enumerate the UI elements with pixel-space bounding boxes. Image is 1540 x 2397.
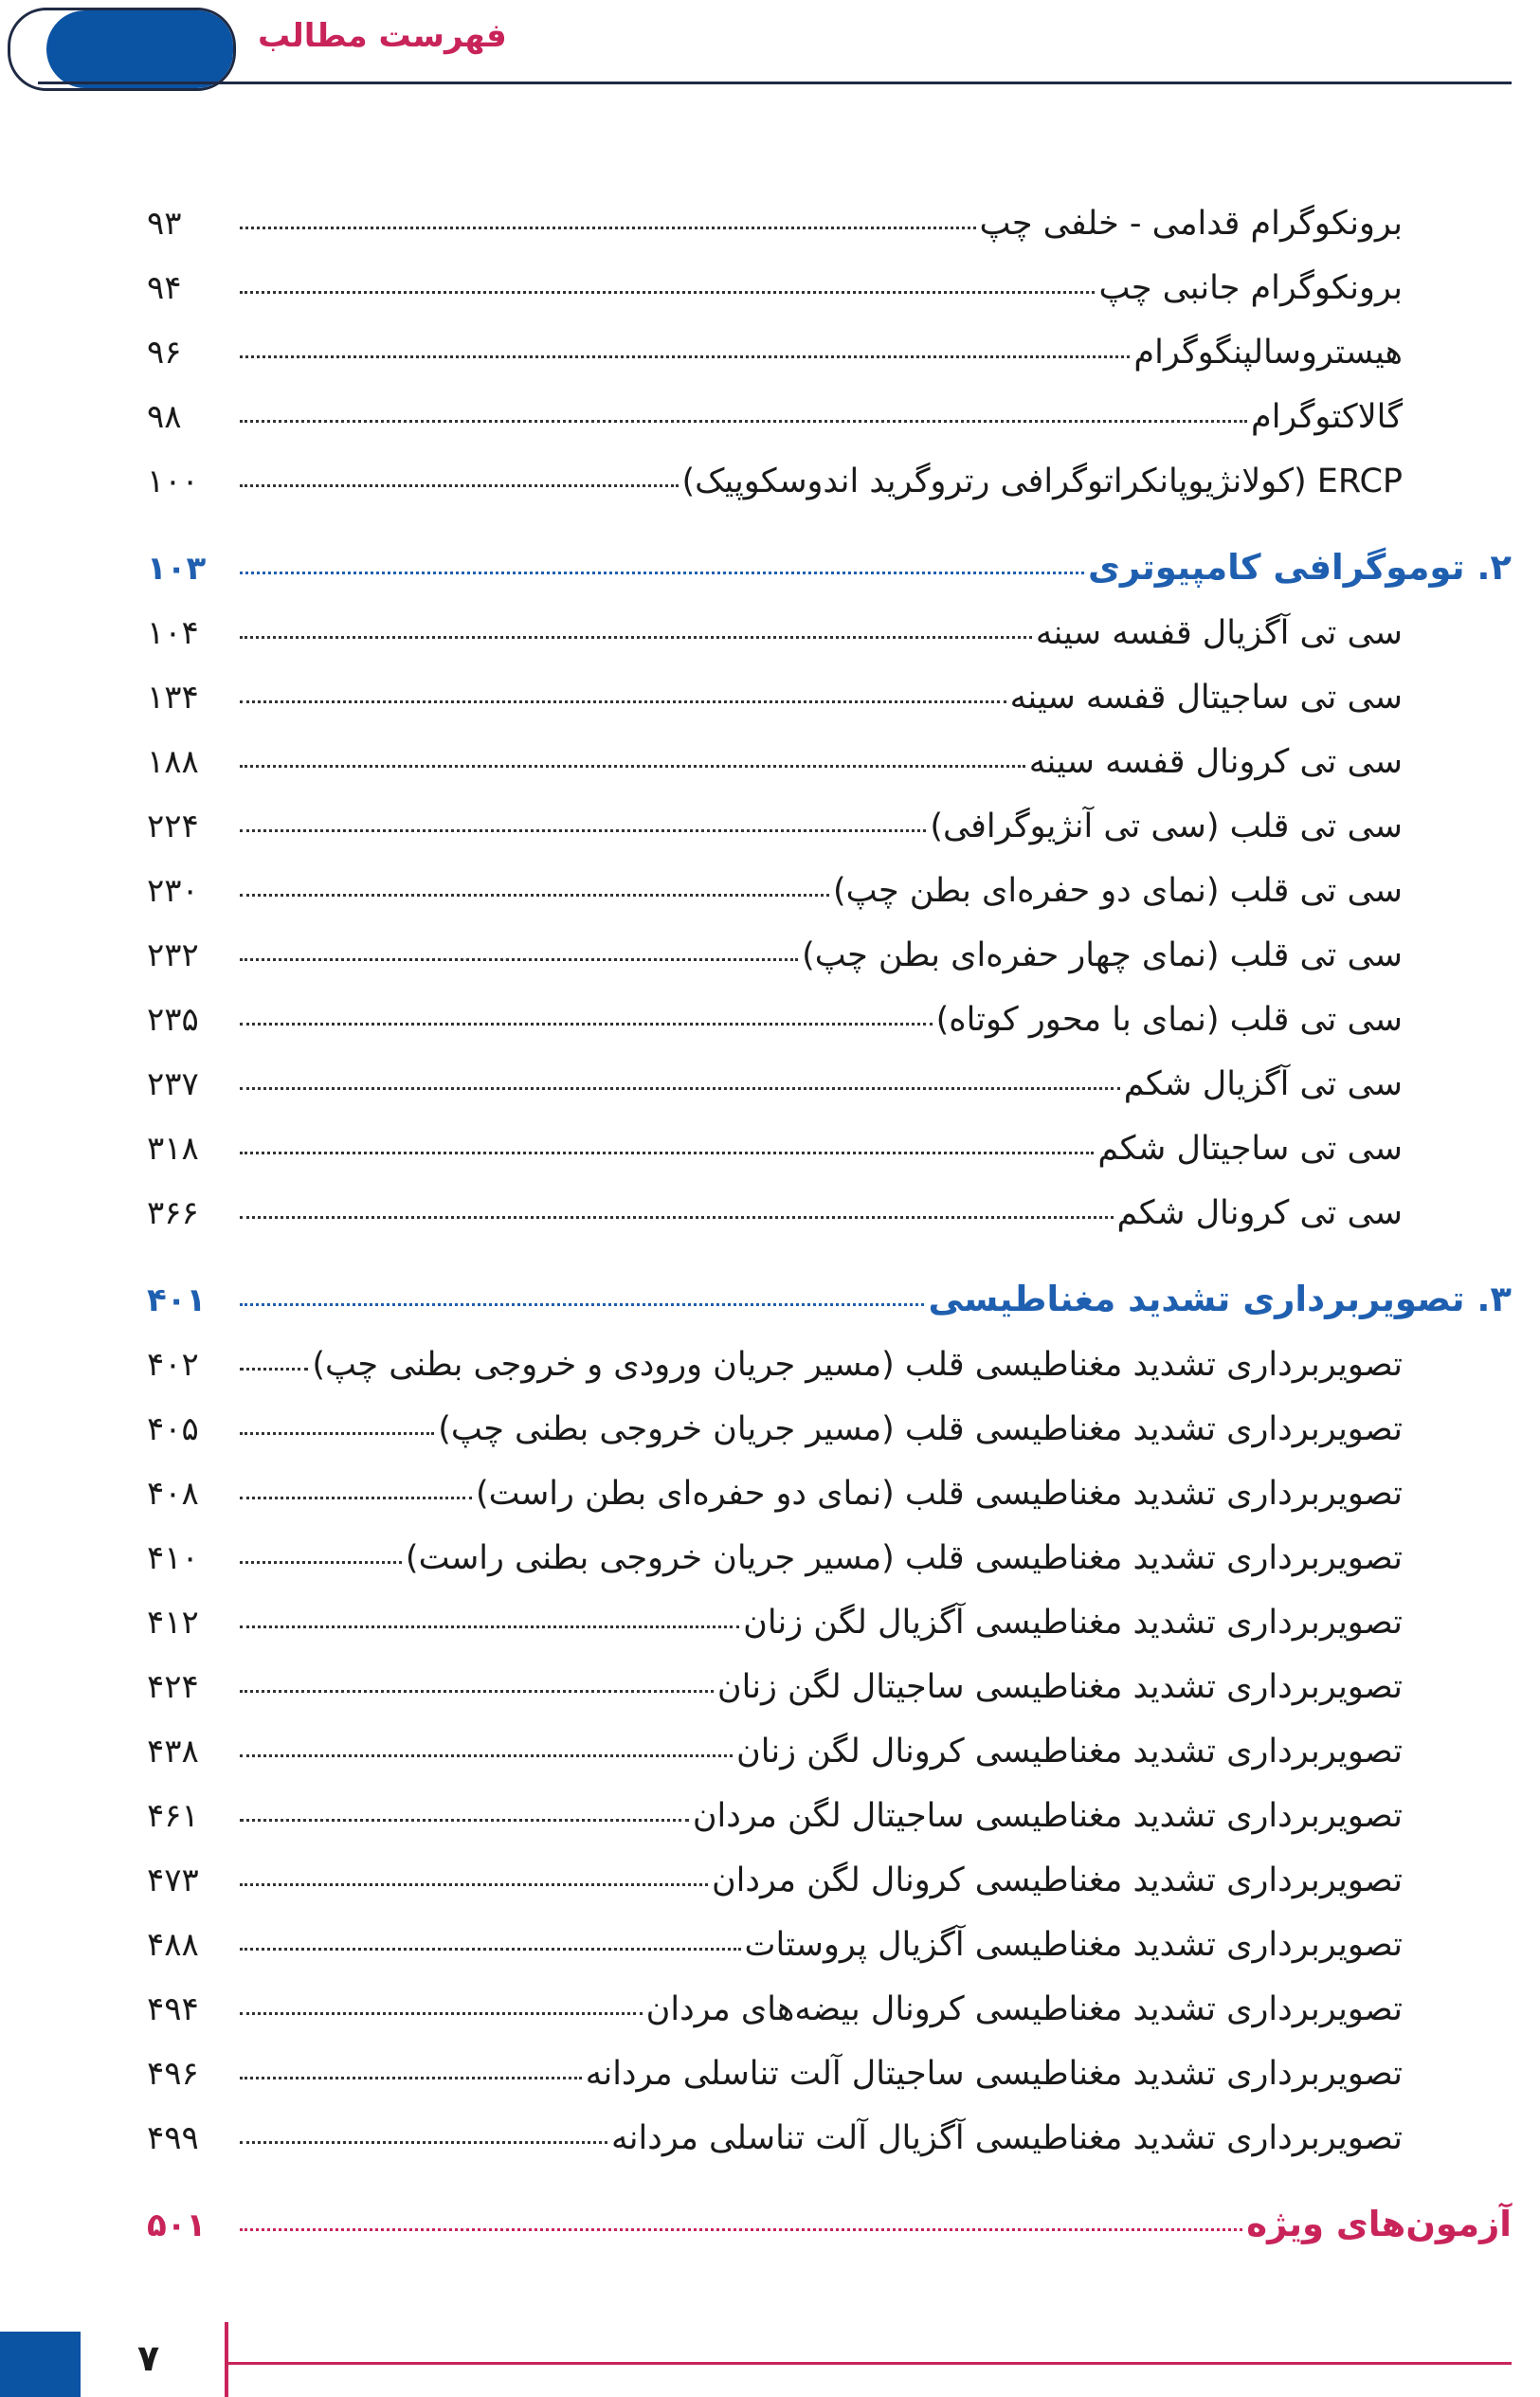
dot-leader	[240, 958, 798, 961]
toc-chapter-heading[interactable]	[147, 1242, 1512, 1319]
toc-entry-page: ۹۸	[147, 398, 182, 436]
toc-chapter-heading[interactable]	[147, 510, 1512, 588]
dot-leader	[240, 291, 1095, 294]
dot-leader	[240, 1754, 733, 1757]
toc-entry[interactable]	[147, 1577, 1512, 1642]
toc-entry-page: ۴۶۱	[147, 1797, 199, 1835]
toc-entry-page: ۴۰۵	[147, 1410, 199, 1448]
chapter-title: ۲. توموگرافی کامپیوتری	[1087, 547, 1512, 588]
footer-divider	[225, 2322, 228, 2397]
toc-entry[interactable]	[147, 1513, 1512, 1577]
toc-entry-page: ۴۹۹	[147, 2119, 199, 2157]
toc-entry[interactable]	[147, 781, 1512, 845]
dot-leader	[240, 1432, 434, 1435]
dot-leader	[240, 700, 1006, 703]
toc-entry-page: ۱۸۸	[147, 743, 199, 781]
dot-leader	[240, 2141, 607, 2144]
toc-entry-title: تصویربرداری تشدید مغناطیسی آگزیال لگن زنان	[743, 1604, 1403, 1642]
toc-entry-title: تصویربرداری تشدید مغناطیسی ساجیتال لگن مردان	[692, 1797, 1403, 1835]
toc-entry-title: تصویربرداری تشدید مغناطیسی آگزیال آلت تناسلی مردانه	[611, 2119, 1403, 2157]
toc-entry-page: ۴۱۰	[147, 1539, 199, 1577]
toc-entry-page: ۲۳۷	[147, 1065, 199, 1103]
dot-leader	[240, 1152, 1094, 1154]
dot-leader	[240, 355, 1130, 358]
header-tab-fill	[46, 10, 236, 88]
dot-leader	[240, 829, 926, 832]
toc-entry[interactable]	[147, 717, 1512, 781]
toc-entry[interactable]	[147, 1642, 1512, 1706]
toc-entry[interactable]	[147, 1899, 1512, 1964]
toc-entry[interactable]	[147, 372, 1512, 436]
toc-entry-page: ۴۱۲	[147, 1604, 199, 1642]
toc-entry-page: ۱۳۴	[147, 679, 199, 717]
dot-leader	[240, 1303, 924, 1306]
toc-entry[interactable]	[147, 1448, 1512, 1513]
toc-entry-title: تصویربرداری تشدید مغناطیسی قلب (مسیر جریان خروجی بطنی چپ)	[438, 1410, 1403, 1448]
toc-entry[interactable]	[147, 652, 1512, 717]
toc-entry-title: تصویربرداری تشدید مغناطیسی کرونال لگن زنان	[736, 1733, 1403, 1771]
header-tab	[8, 8, 236, 91]
toc-entry-title: سی تی آگزیال قفسه سینه	[1035, 614, 1403, 652]
dot-leader	[240, 1368, 308, 1371]
dot-leader	[240, 2228, 1242, 2231]
toc-entry[interactable]	[147, 588, 1512, 652]
dot-leader	[240, 1087, 1120, 1090]
toc-entry-page: ۱۰۰	[147, 463, 199, 500]
toc-entry-page: ۴۲۴	[147, 1668, 199, 1706]
dot-leader	[240, 1883, 708, 1886]
dot-leader	[240, 2012, 643, 2015]
dot-leader	[240, 1497, 472, 1499]
chapter-title: ۳. تصویربرداری تشدید مغناطیسی	[928, 1279, 1512, 1319]
chapter-page: ۴۰۱	[147, 1281, 207, 1319]
toc-entry[interactable]	[147, 1039, 1512, 1103]
toc-entry-page: ۴۷۳	[147, 1861, 199, 1899]
dot-leader	[240, 1690, 714, 1693]
dot-leader	[240, 1023, 933, 1026]
footer-color-block	[0, 2332, 81, 2397]
toc-entry-title: سی تی ساجیتال قفسه سینه	[1009, 679, 1403, 717]
dot-leader	[240, 1216, 1114, 1219]
dot-leader	[240, 420, 1247, 423]
toc-entry[interactable]	[147, 1384, 1512, 1448]
toc-entry-title: تصویربرداری تشدید مغناطیسی قلب (مسیر جریان خروجی بطنی راست)	[405, 1539, 1403, 1577]
footer-rule	[228, 2362, 1512, 2365]
toc-entry-page: ۴۳۸	[147, 1733, 199, 1771]
toc-entry-title: سی تی کرونال شکم	[1116, 1194, 1403, 1232]
dot-leader	[240, 1948, 741, 1951]
toc-entry-page: ۴۹۶	[147, 2055, 199, 2093]
toc-entry-title: ERCP (کولانژیوپانکراتوگرافی رتروگرید اندوسکوپیک)	[681, 463, 1403, 500]
toc-entry-title: سی تی قلب (نمای با محور کوتاه)	[935, 1001, 1403, 1039]
toc-entry[interactable]	[147, 2028, 1512, 2093]
dot-leader	[240, 2077, 582, 2079]
dot-leader	[240, 227, 976, 229]
toc-entry-page: ۹۴	[147, 269, 182, 307]
table-of-contents	[147, 178, 1512, 2244]
toc-entry[interactable]	[147, 178, 1512, 243]
toc-entry[interactable]	[147, 307, 1512, 372]
toc-entry-page: ۳۱۸	[147, 1130, 199, 1168]
toc-entry-page: ۴۰۸	[147, 1475, 199, 1513]
toc-entry[interactable]	[147, 1103, 1512, 1168]
toc-entry-title: سی تی قلب (نمای چهار حفره‌ای بطن چپ)	[802, 936, 1403, 974]
toc-entry[interactable]	[147, 974, 1512, 1039]
toc-entry[interactable]	[147, 845, 1512, 910]
chapter-title: آزمون‌های ویژه	[1246, 2204, 1512, 2244]
page-number: ۷	[137, 2337, 160, 2379]
toc-entry-page: ۳۶۶	[147, 1194, 199, 1232]
toc-entry-title: تصویربرداری تشدید مغناطیسی قلب (مسیر جریان ورودی و خروجی بطنی چپ)	[312, 1346, 1403, 1384]
toc-entry-page: ۴۰۲	[147, 1346, 199, 1384]
dot-leader	[240, 1625, 739, 1628]
toc-entry-page: ۲۳۰	[147, 872, 199, 910]
toc-chapter-heading[interactable]	[147, 2167, 1512, 2244]
toc-entry-title: سی تی قلب (سی تی آنژیوگرافی)	[930, 808, 1403, 845]
dot-leader	[240, 894, 829, 897]
toc-entry-title: سی تی قلب (نمای دو حفره‌ای بطن چپ)	[832, 872, 1403, 910]
toc-entry-title: برونکوگرام جانبی چپ	[1098, 269, 1403, 307]
toc-entry[interactable]	[147, 1168, 1512, 1232]
chapter-page: ۵۰۱	[147, 2206, 207, 2244]
toc-entry-title: هیستروسالپنگوگرام	[1133, 334, 1403, 372]
toc-entry[interactable]	[147, 243, 1512, 307]
toc-entry-page: ۲۳۵	[147, 1001, 199, 1039]
toc-entry-title: تصویربرداری تشدید مغناطیسی آگزیال پروستات	[744, 1926, 1403, 1964]
toc-entry-page: ۱۰۴	[147, 614, 199, 652]
toc-entry-title: تصویربرداری تشدید مغناطیسی ساجیتال آلت تناسلی مردانه	[585, 2055, 1403, 2093]
toc-entry-page: ۴۹۴	[147, 1990, 199, 2028]
dot-leader	[240, 636, 1032, 639]
toc-entry-page: ۴۸۸	[147, 1926, 199, 1964]
dot-leader	[240, 572, 1084, 574]
toc-entry-title: تصویربرداری تشدید مغناطیسی کرونال لگن مردان	[711, 1861, 1403, 1899]
dot-leader	[240, 1561, 402, 1564]
toc-entry-page: ۲۲۴	[147, 808, 199, 845]
dot-leader	[240, 484, 679, 487]
toc-entry-title: گالاکتوگرام	[1251, 398, 1403, 436]
toc-entry[interactable]	[147, 1319, 1512, 1384]
toc-entry[interactable]	[147, 910, 1512, 974]
toc-entry-title: تصویربرداری تشدید مغناطیسی قلب (نمای دو حفره‌ای بطن راست)	[475, 1475, 1403, 1513]
toc-entry-page: ۹۳	[147, 205, 182, 243]
toc-entry-title: سی تی آگزیال شکم	[1123, 1065, 1403, 1103]
toc-entry[interactable]	[147, 436, 1512, 500]
toc-entry-title: برونکوگرام قدامی - خلفی چپ	[979, 205, 1403, 243]
toc-entry[interactable]	[147, 1706, 1512, 1771]
toc-entry[interactable]	[147, 1771, 1512, 1835]
dot-leader	[240, 1819, 689, 1822]
chapter-page: ۱۰۳	[147, 550, 207, 588]
toc-entry-title: تصویربرداری تشدید مغناطیسی ساجیتال لگن زنان	[716, 1668, 1403, 1706]
toc-entry-page: ۲۳۲	[147, 936, 199, 974]
toc-entry[interactable]	[147, 2093, 1512, 2157]
page-title: فهرست مطالب	[258, 17, 507, 55]
toc-entry-title: سی تی ساجیتال شکم	[1097, 1130, 1403, 1168]
toc-entry-title: سی تی کرونال قفسه سینه	[1028, 743, 1403, 781]
header-rule	[38, 82, 1512, 84]
dot-leader	[240, 765, 1025, 768]
toc-entry-title: تصویربرداری تشدید مغناطیسی کرونال بیضه‌های مردان	[645, 1990, 1403, 2028]
toc-entry-page: ۹۶	[147, 334, 182, 372]
toc-entry[interactable]	[147, 1835, 1512, 1899]
toc-entry[interactable]	[147, 1964, 1512, 2028]
